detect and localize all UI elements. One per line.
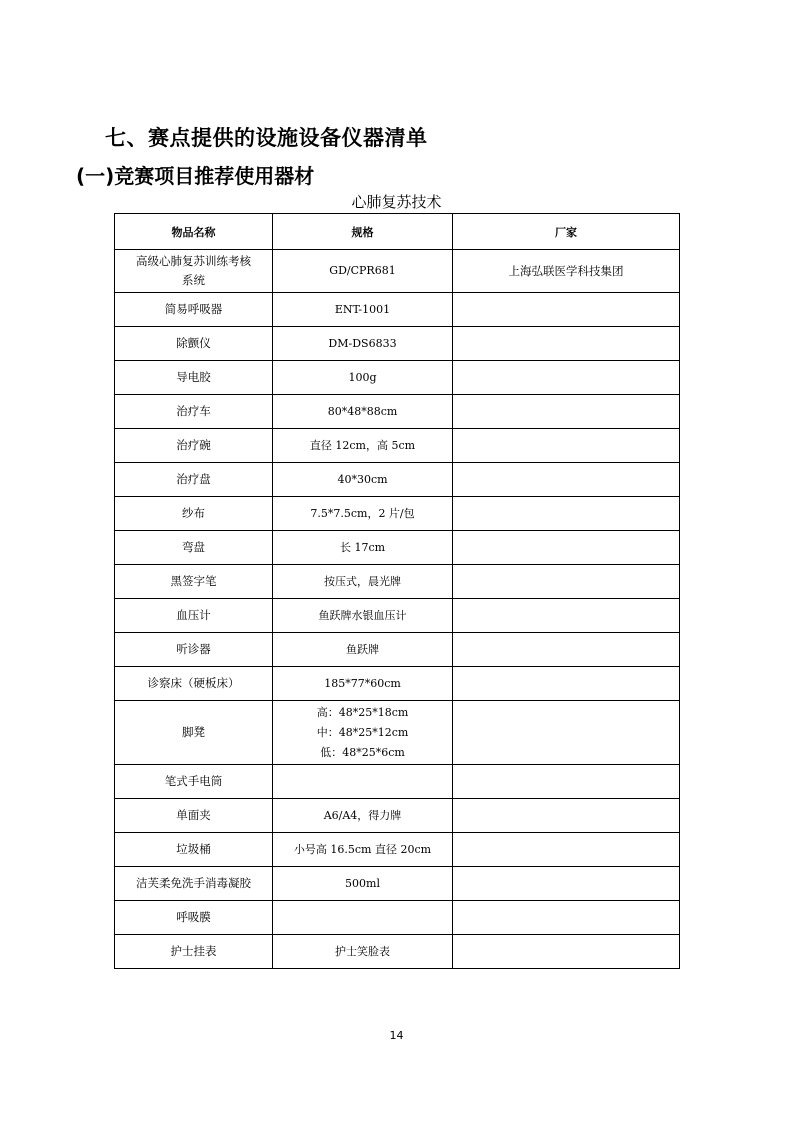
table-row [115, 799, 680, 833]
item-name-cell [115, 429, 273, 463]
item-name: 血压计 [176, 608, 211, 622]
item-name: 导电胶 [176, 370, 211, 384]
item-name-cell [115, 765, 273, 799]
item-name-cell [115, 833, 273, 867]
item-name: 听诊器 [176, 642, 211, 656]
item-spec-cell [273, 429, 453, 463]
item-maker-cell [453, 633, 680, 667]
subsection-heading: (一)竞赛项目推荐使用器材 [76, 164, 315, 188]
item-spec-cell [273, 293, 453, 327]
table-row [115, 867, 680, 901]
item-name: 单面夹 [176, 808, 211, 822]
item-name: 呼吸膜 [176, 910, 211, 924]
item-spec-line: 500ml [345, 876, 380, 890]
item-maker-cell [453, 361, 680, 395]
column-header-name: 物品名称 [115, 214, 273, 250]
item-name: 治疗盘 [176, 472, 211, 486]
item-name: 弯盘 [182, 540, 205, 554]
item-name: 高级心肺复苏训练考核系统 [136, 254, 251, 287]
item-name-cell [115, 935, 273, 969]
item-name-cell [115, 701, 273, 765]
item-name: 纱布 [182, 506, 205, 520]
item-name: 脚凳 [182, 725, 205, 739]
item-maker-cell [453, 935, 680, 969]
item-name-cell [115, 531, 273, 565]
equipment-table [114, 213, 680, 969]
table-row [115, 667, 680, 701]
item-maker-cell [453, 599, 680, 633]
item-spec-cell [273, 531, 453, 565]
section-heading: 七、赛点提供的设施设备仪器清单 [105, 126, 428, 150]
item-name-cell [115, 565, 273, 599]
column-header-maker: 厂家 [453, 214, 680, 250]
table-row [115, 361, 680, 395]
item-name: 洁芙柔免洗手消毒凝胶 [136, 876, 251, 890]
item-maker-cell [453, 395, 680, 429]
item-maker-cell [453, 565, 680, 599]
item-spec-line: 长 17cm [339, 540, 386, 554]
item-spec-line: 高：48*25*18cm [316, 705, 409, 719]
item-spec-line: 7.5*7.5cm，2 片/包 [310, 506, 415, 520]
item-name-cell [115, 361, 273, 395]
item-spec-line: A6/A4，得力牌 [323, 808, 402, 822]
item-name-cell [115, 293, 273, 327]
table-row [115, 765, 680, 799]
item-name-cell [115, 250, 273, 293]
item-name-cell [115, 327, 273, 361]
item-spec-cell [273, 935, 453, 969]
item-spec-line: 100g [348, 370, 377, 384]
item-name-cell [115, 633, 273, 667]
table-caption: 心肺复苏技术 [351, 193, 442, 211]
item-spec-cell [273, 361, 453, 395]
item-spec-cell [273, 667, 453, 701]
table-header-row [115, 214, 680, 250]
item-spec-line: ENT-1001 [334, 302, 391, 316]
table-row [115, 429, 680, 463]
item-name-cell [115, 799, 273, 833]
item-maker-cell [453, 497, 680, 531]
item-spec-cell [273, 701, 453, 765]
item-spec-cell [273, 799, 453, 833]
item-spec-line: 低：48*25*6cm [320, 745, 405, 759]
item-maker-cell [453, 327, 680, 361]
table-row [115, 935, 680, 969]
item-maker-cell [453, 667, 680, 701]
table-row [115, 901, 680, 935]
item-spec-cell [273, 599, 453, 633]
page-number: 14 [389, 1029, 404, 1042]
item-name: 除颤仪 [176, 336, 211, 350]
item-maker-cell [453, 250, 680, 293]
item-spec-cell [273, 327, 453, 361]
item-maker-cell [453, 833, 680, 867]
item-name: 诊察床（硬板床） [147, 676, 240, 690]
table-row [115, 565, 680, 599]
item-name-cell [115, 599, 273, 633]
item-name-cell [115, 667, 273, 701]
item-spec-cell [273, 633, 453, 667]
item-name: 简易呼吸器 [164, 302, 223, 316]
item-name-cell [115, 901, 273, 935]
item-spec-cell [273, 395, 453, 429]
item-spec-line: 按压式，晨光牌 [324, 574, 401, 588]
item-spec-cell [273, 497, 453, 531]
item-spec-line: 185*77*60cm [324, 676, 401, 690]
table-row [115, 250, 680, 293]
item-spec-line: 直径 12cm，高 5cm [309, 438, 416, 452]
item-spec-cell [273, 565, 453, 599]
table-row [115, 833, 680, 867]
item-maker-cell [453, 765, 680, 799]
item-spec-line: 40*30cm [337, 472, 388, 486]
item-spec-cell [273, 833, 453, 867]
table-row [115, 463, 680, 497]
item-spec-line: 鱼跃牌水银血压计 [318, 608, 407, 622]
table-row [115, 599, 680, 633]
column-header-spec: 规格 [273, 214, 453, 250]
table-row [115, 293, 680, 327]
item-spec-line: 80*48*88cm [327, 404, 398, 418]
item-maker-cell [453, 867, 680, 901]
table-row [115, 531, 680, 565]
item-maker-cell [453, 701, 680, 765]
table-row [115, 327, 680, 361]
item-spec-cell [273, 250, 453, 293]
item-spec-cell [273, 765, 453, 799]
item-spec-line: GD/CPR681 [329, 264, 396, 277]
item-maker: 上海弘联医学科技集团 [508, 264, 624, 278]
item-maker-cell [453, 429, 680, 463]
item-maker-cell [453, 901, 680, 935]
item-name: 治疗碗 [176, 438, 211, 452]
table-row [115, 701, 680, 765]
item-spec-cell [273, 463, 453, 497]
item-name-cell [115, 395, 273, 429]
table-row [115, 633, 680, 667]
item-name: 护士挂表 [170, 944, 217, 958]
item-spec-cell [273, 867, 453, 901]
table-row [115, 497, 680, 531]
item-name: 黑签字笔 [170, 574, 217, 588]
item-name-cell [115, 867, 273, 901]
item-spec-line: 小号高 16.5cm 直径 20cm [293, 842, 432, 856]
item-spec-cell [273, 901, 453, 935]
table-row [115, 395, 680, 429]
item-maker-cell [453, 463, 680, 497]
item-name: 笔式手电筒 [164, 774, 223, 788]
item-spec-line: 护士笑脸表 [335, 944, 390, 958]
item-spec-line: 鱼跃牌 [346, 642, 379, 656]
item-spec-line: 中：48*25*12cm [316, 725, 409, 739]
item-name: 治疗车 [176, 404, 211, 418]
item-maker-cell [453, 293, 680, 327]
item-name-cell [115, 463, 273, 497]
item-spec-line: DM-DS6833 [328, 336, 397, 350]
item-maker-cell [453, 799, 680, 833]
table-body [115, 250, 680, 969]
item-maker-cell [453, 531, 680, 565]
item-name-cell [115, 497, 273, 531]
item-name: 垃圾桶 [176, 842, 211, 856]
